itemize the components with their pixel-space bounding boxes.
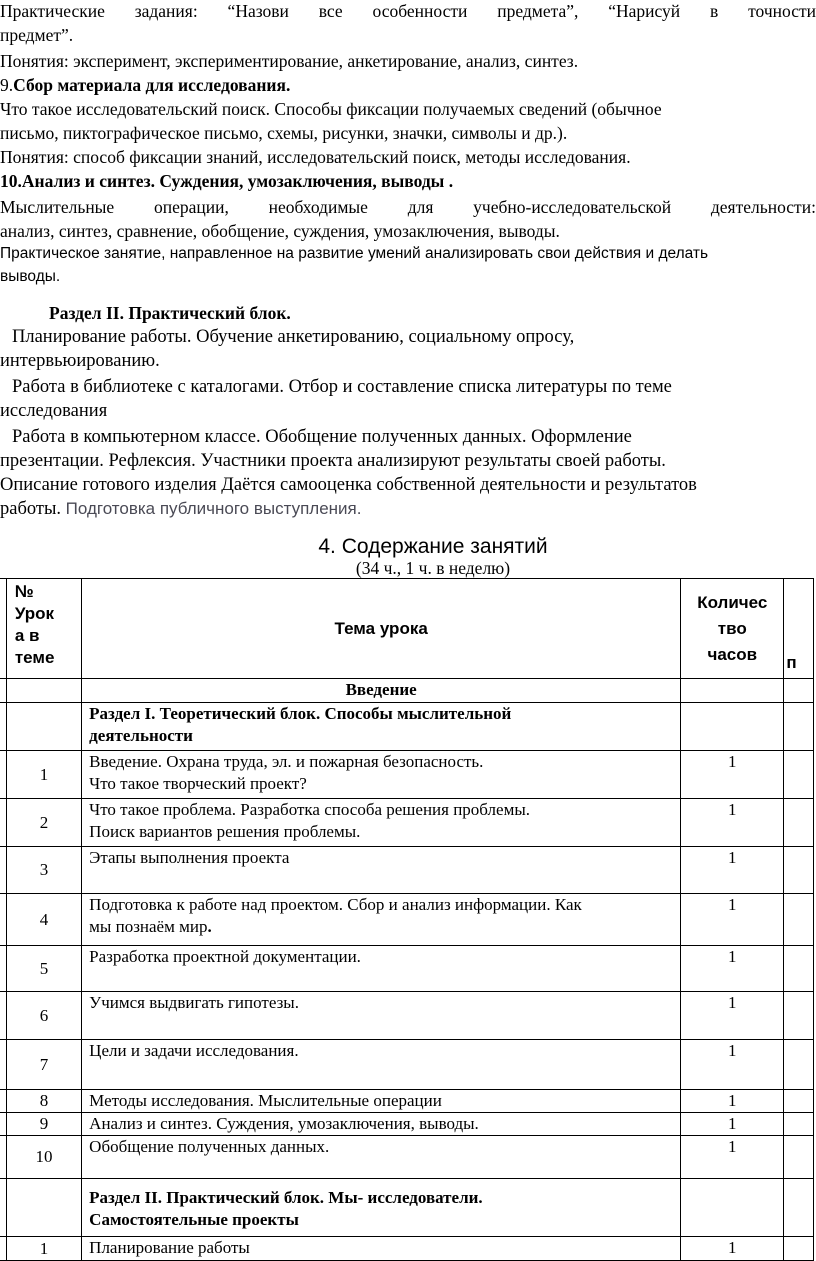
word: операции,: [153, 197, 229, 217]
empty-cell: [784, 751, 814, 799]
topic-line: Что такое проблема. Разработка способа решения проблемы.: [89, 800, 530, 819]
table-row: [0, 799, 814, 847]
topic-9-title: Сбор материала для исследования.: [13, 75, 291, 95]
lesson-hours: 1: [681, 1090, 784, 1113]
lesson-topic: [82, 894, 681, 946]
topic-line: Что такое творческий проект?: [89, 774, 307, 793]
intro-row-title: Введение: [82, 679, 681, 703]
lesson-number: 9: [6, 1113, 81, 1136]
empty-cell: [681, 703, 784, 751]
topic-line: Подготовка к работе над проектом. Сбор и анализ информации. Как: [89, 895, 582, 914]
section-1-title: [82, 703, 681, 751]
section-2-p3a: Работа в компьютерном классе. Обобщение полученных данных. Оформление: [12, 427, 632, 447]
lesson-hours: 1: [681, 946, 784, 992]
empty-cell: [784, 799, 814, 847]
header-hours-line: Количес: [697, 592, 768, 612]
lesson-number: 10: [6, 1136, 81, 1179]
lesson-number: 8: [6, 1090, 81, 1113]
header-hours-line: тво: [717, 618, 747, 638]
p3d-text: работы.: [0, 499, 62, 519]
lesson-topic: Разработка проектной документации.: [82, 946, 681, 992]
intro-row: [0, 679, 814, 703]
empty-cell: [6, 703, 81, 751]
word: предмета”,: [497, 1, 579, 21]
intro-line-9: [0, 196, 816, 218]
section-2-table-title: [82, 1179, 681, 1237]
empty-cell: [784, 847, 814, 894]
lessons-table: [0, 578, 814, 1261]
empty-cell: [681, 679, 784, 703]
empty-cell: [784, 1090, 814, 1113]
lesson-number: 1: [6, 751, 81, 799]
lesson-hours: 1: [681, 799, 784, 847]
word: все: [318, 1, 343, 21]
lesson-topic: Методы исследования. Мыслительные операции: [82, 1090, 681, 1113]
word: “Нарисуй: [608, 1, 681, 21]
word: Мыслительные: [0, 197, 115, 217]
lesson-number: 1: [6, 1237, 81, 1261]
contents-title-text: 4. Содержание занятий: [318, 535, 548, 558]
empty-cell: [681, 1179, 784, 1237]
section-1-line: деятельности: [89, 726, 193, 745]
topic-line: [89, 916, 680, 938]
lesson-topic: [82, 799, 681, 847]
table-row: [0, 1113, 814, 1136]
empty-cell: [784, 679, 814, 703]
header-num-line: теме: [14, 648, 55, 667]
table-row: [0, 1136, 814, 1179]
empty-cell: [6, 1179, 81, 1237]
word: учебно-исследовательской: [473, 197, 672, 217]
topic-9-number: 9.: [0, 75, 14, 95]
word: необходимые: [268, 197, 368, 217]
intro-line-1: [0, 0, 816, 22]
empty-cell: [784, 946, 814, 992]
header-topic: Тема урока: [82, 579, 681, 679]
lesson-number: 7: [6, 1040, 81, 1090]
lesson-number: 3: [6, 847, 81, 894]
lesson-hours: 1: [681, 847, 784, 894]
contents-subtitle: (34 ч., 1 ч. в неделю): [355, 558, 511, 578]
empty-cell: [784, 703, 814, 751]
intro-line-12: выводы.: [0, 268, 61, 285]
lesson-topic: Обобщение полученных данных.: [82, 1136, 681, 1179]
topic-9-heading: [0, 74, 290, 96]
lesson-topic: [82, 751, 681, 799]
word: в: [710, 1, 719, 21]
word: для: [407, 197, 434, 217]
table-row: [0, 751, 814, 799]
section-1-line: Раздел I. Теоретический блок. Способы мыслительной: [89, 704, 512, 723]
table-row: [0, 894, 814, 946]
header-num-line: Урок: [14, 604, 55, 623]
topic-line: Поиск вариантов решения проблемы.: [89, 822, 361, 841]
lesson-topic: Этапы выполнения проекта: [82, 847, 681, 894]
word: точности: [748, 1, 816, 21]
intro-line-10: анализ, синтез, сравнение, обобщение, суждения, умозаключения, выводы.: [0, 221, 560, 241]
empty-cell: [784, 1113, 814, 1136]
lesson-number: 5: [6, 946, 81, 992]
header-num-line: а в: [14, 626, 40, 645]
intro-line-6: письмо, пиктографическое письмо, схемы, рисунки, значки, символы и др.).: [0, 123, 568, 143]
topic-bold-dot: .: [207, 917, 212, 936]
lesson-hours: 1: [681, 1113, 784, 1136]
intro-line-11: Практическое занятие, направленное на развитие умений анализировать свои действия и делать: [0, 245, 709, 262]
word: особенности: [372, 1, 468, 21]
lesson-hours: 1: [681, 1136, 784, 1179]
empty-cell: [784, 894, 814, 946]
lesson-hours: 1: [681, 751, 784, 799]
lesson-topic: Планирование работы: [82, 1237, 681, 1261]
section-2-p3c: Описание готового изделия Даётся самооценка собственной деятельности и результатов: [0, 475, 697, 495]
table-row: [0, 847, 814, 894]
table-row: [0, 1040, 814, 1090]
empty-cell: [784, 1136, 814, 1179]
lesson-hours: 1: [681, 1040, 784, 1090]
table-row: [0, 992, 814, 1040]
table-row: [0, 946, 814, 992]
empty-cell: [784, 1040, 814, 1090]
intro-line-5: Что такое исследовательский поиск. Способы фиксации получаемых сведений (обычное: [0, 99, 662, 119]
empty-cell: [6, 679, 81, 703]
lesson-number: 6: [6, 992, 81, 1040]
lesson-number: 2: [6, 799, 81, 847]
word: задания:: [134, 1, 198, 21]
intro-concepts-2: Понятия: способ фиксации знаний, исследовательский поиск, методы исследования.: [0, 147, 631, 167]
section-2-row: [0, 1179, 814, 1237]
header-num-line: №: [14, 582, 34, 601]
section-2-p3d: [0, 498, 361, 520]
lesson-topic: Анализ и синтез. Суждения, умозаключения, выводы.: [82, 1113, 681, 1136]
empty-cell: [784, 1237, 814, 1261]
section-2-p2b: исследования: [0, 401, 108, 421]
table-row: [0, 1090, 814, 1113]
section-2-title: Раздел II. Практический блок.: [49, 303, 291, 323]
topic-10-heading: 10.Анализ и синтез. Суждения, умозаключения, выводы .: [0, 171, 454, 191]
section-2-line: Раздел II. Практический блок. Мы- исследователи.: [89, 1188, 483, 1207]
section-2-p3b: презентации. Рефлексия. Участники проекта анализируют результаты своей работы.: [0, 451, 666, 471]
lesson-hours: 1: [681, 1237, 784, 1261]
table-header-row: [0, 579, 814, 679]
section-2-line: Самостоятельные проекты: [89, 1210, 299, 1229]
lesson-number: 4: [6, 894, 81, 946]
section-2-p2a: Работа в библиотеке с каталогами. Отбор и составление списка литературы по теме: [12, 377, 672, 397]
lesson-hours: 1: [681, 992, 784, 1040]
table-row: [0, 1237, 814, 1261]
lesson-topic: Цели и задачи исследования.: [82, 1040, 681, 1090]
word: Практические: [0, 1, 105, 21]
section-2-p1b: интервьюированию.: [0, 351, 160, 371]
header-hours-line: часов: [707, 644, 758, 664]
word: деятельности:: [710, 197, 816, 217]
word: “Назови: [227, 1, 289, 21]
topic-line: Введение. Охрана труда, эл. и пожарная безопасность.: [89, 752, 484, 771]
header-lesson-number: [6, 579, 81, 679]
lesson-hours: 1: [681, 894, 784, 946]
header-hours: [681, 579, 784, 679]
section-1-row: [0, 703, 814, 751]
contents-title: [0, 534, 816, 559]
intro-concepts-1: Понятия: эксперимент, экспериментирование, анкетирование, анализ, синтез.: [0, 51, 579, 71]
header-extra: п: [784, 579, 814, 679]
empty-cell: [784, 992, 814, 1040]
empty-cell: [784, 1179, 814, 1237]
section-2-p1a: Планирование работы. Обучение анкетированию, социальному опросу,: [12, 327, 575, 347]
p3e-text: Подготовка публичного выступления.: [65, 499, 362, 518]
lesson-topic: Учимся выдвигать гипотезы.: [82, 992, 681, 1040]
intro-line-2: предмет”.: [0, 25, 74, 45]
topic-text: мы познаём мир: [89, 917, 208, 936]
